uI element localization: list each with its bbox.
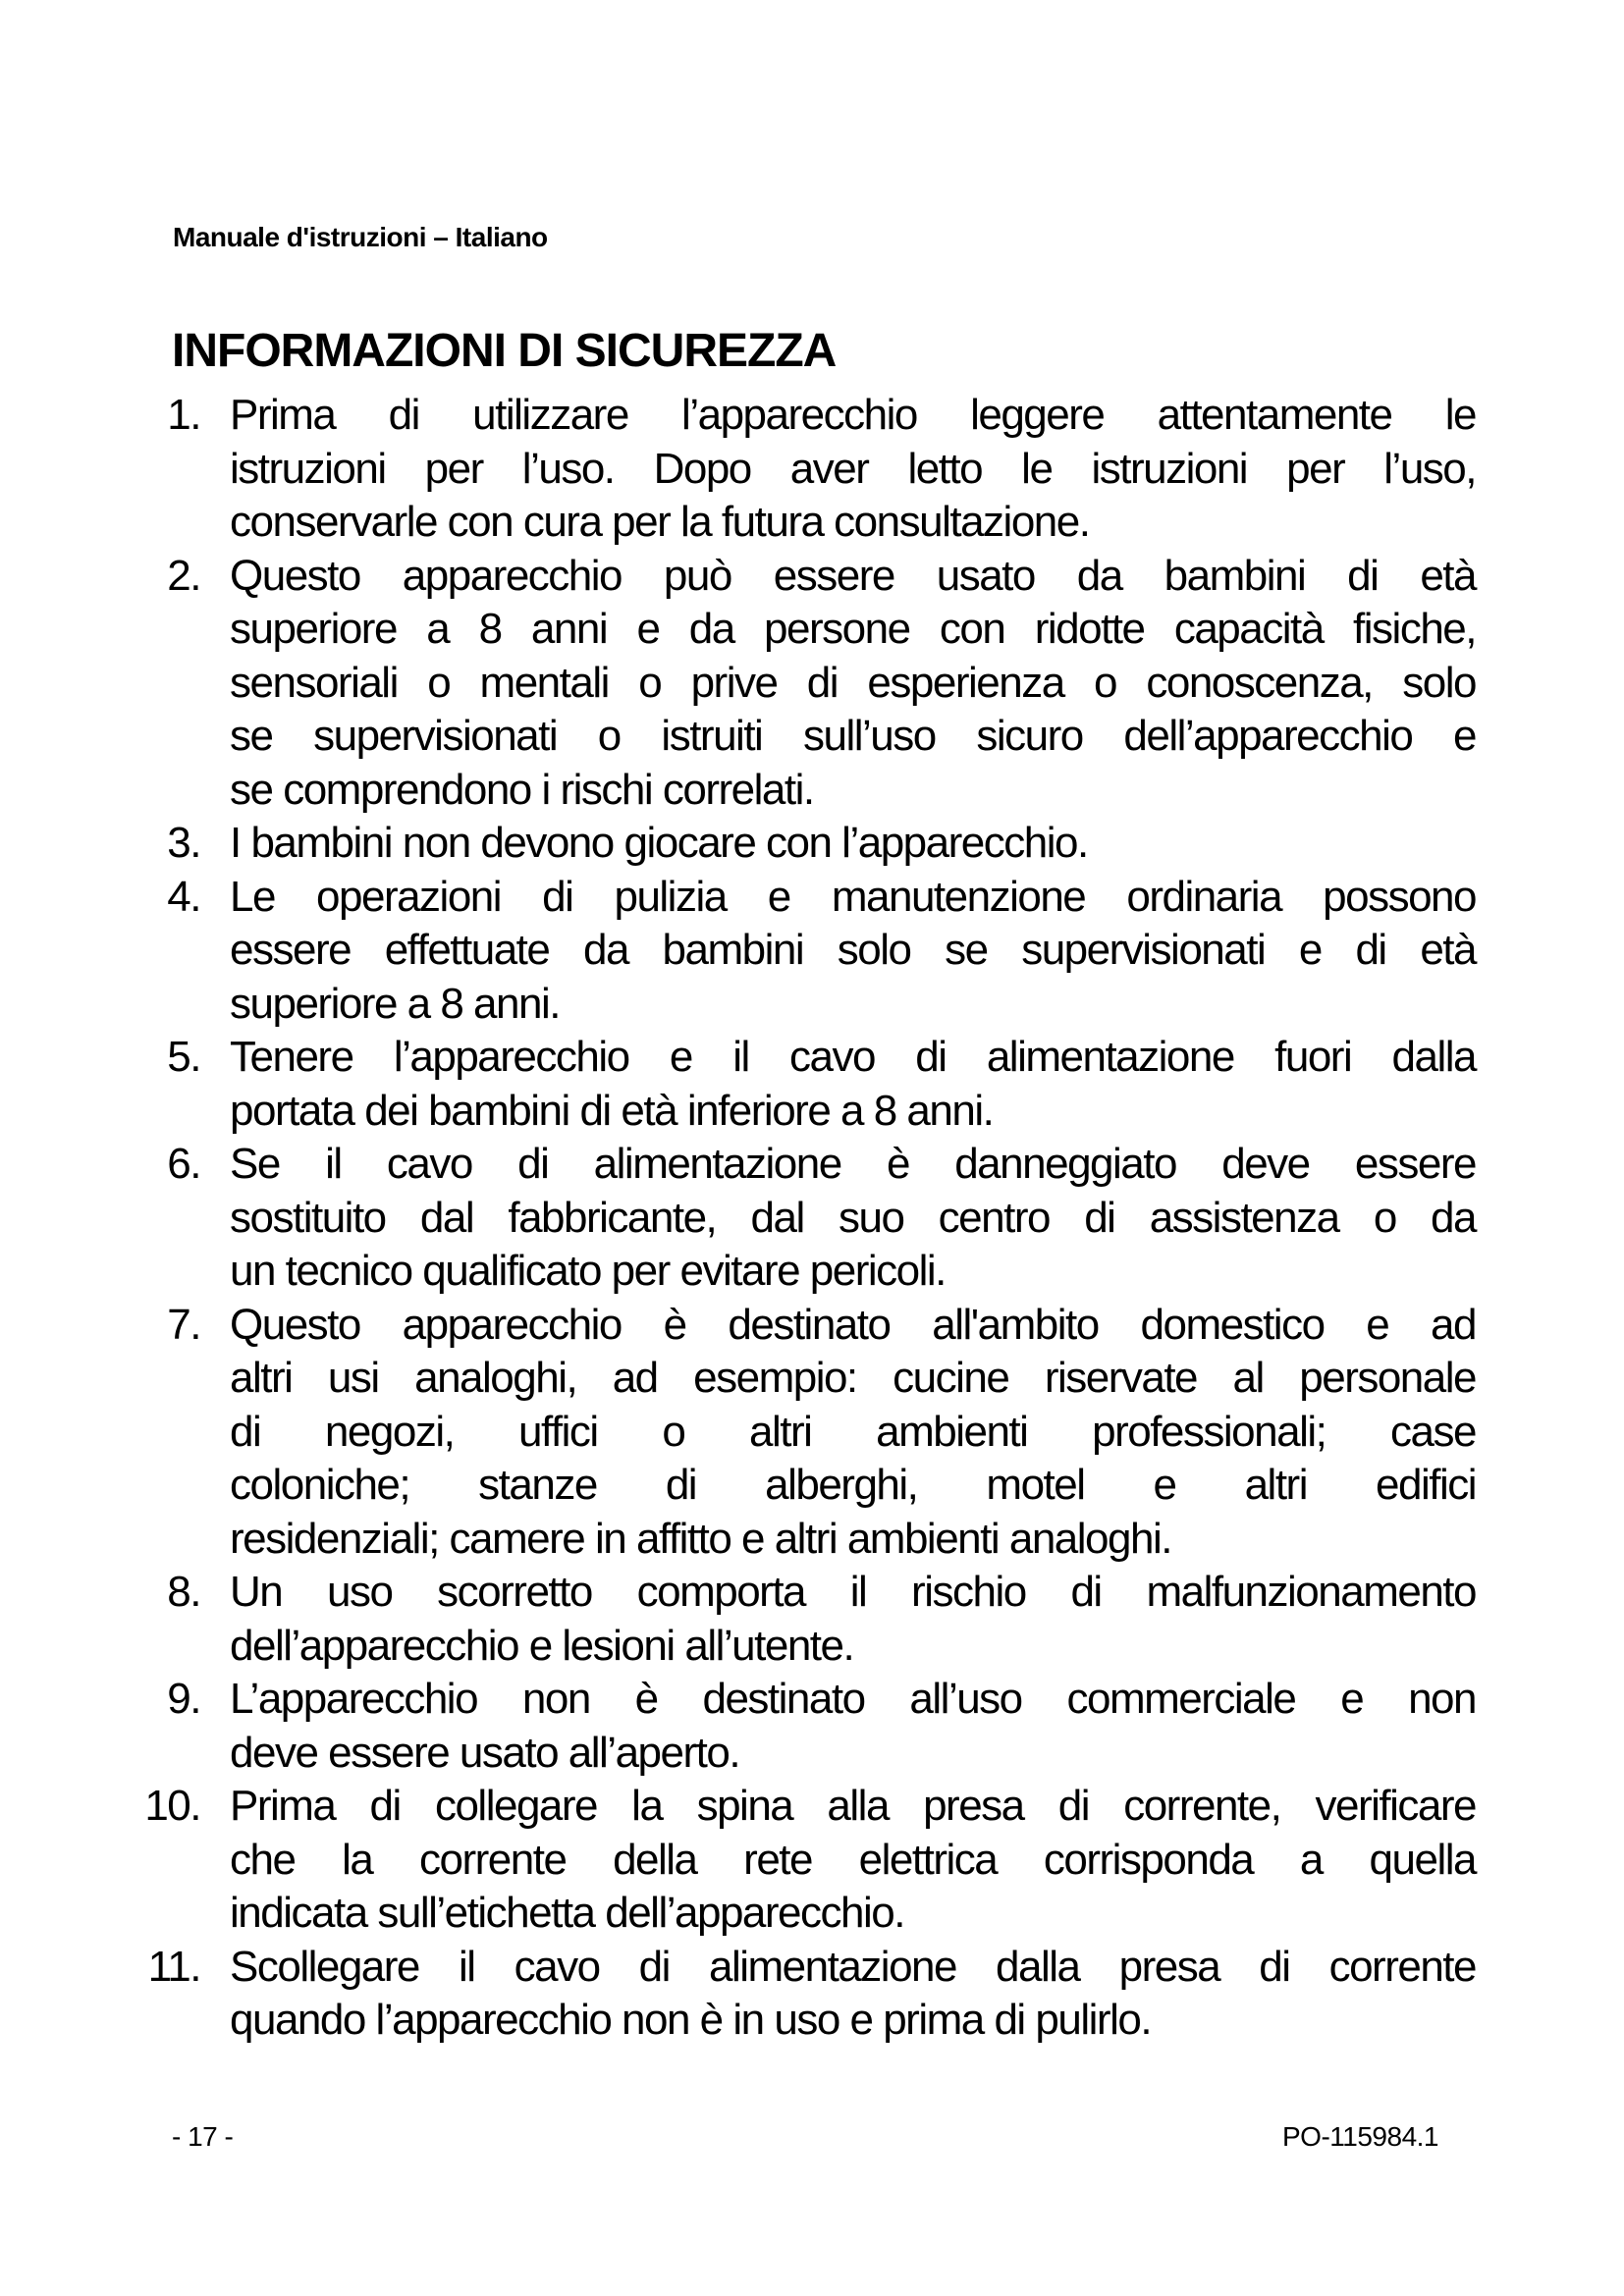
text-line: di negozi, uffici o altri ambienti professionali; case (230, 1407, 1476, 1456)
list-item-number: 8. (167, 1568, 200, 1616)
list-item (154, 1673, 1476, 1780)
text-line: sensoriali o mentali o prive di esperienza o conoscenza, solo (230, 658, 1476, 707)
list-item-number: 10. (144, 1782, 200, 1830)
list-item-text (230, 1299, 1476, 1567)
text-line: quando l’apparecchio non è in uso e prima di pulirlo. (230, 1996, 1152, 2044)
list-item-text (230, 389, 1476, 550)
list-item-text (230, 1673, 1476, 1780)
list-item-text (230, 550, 1476, 818)
text-line: dell’apparecchio e lesioni all’utente. (230, 1621, 854, 1670)
text-line: residenziali; camere in affitto e altri ambienti analoghi. (230, 1514, 1171, 1563)
list-item (154, 1299, 1476, 1567)
text-line: Un uso scorretto comporta il rischio di malfunzionamento (230, 1568, 1476, 1616)
list-item (154, 817, 1476, 871)
text-line: Prima di collegare la spina alla presa di corrente, verificare (230, 1782, 1476, 1830)
text-line: superiore a 8 anni e da persone con ridotte capacità fisiche, (230, 605, 1476, 653)
list-item (154, 1031, 1476, 1138)
list-item (154, 1566, 1476, 1673)
text-line: sostituito dal fabbricante, dal suo centro di assistenza o da (230, 1193, 1476, 1242)
section-title: INFORMAZIONI DI SICUREZZA (172, 325, 837, 377)
text-line: Prima di utilizzare l’apparecchio leggere attentamente le (230, 391, 1476, 439)
text-line: che la corrente della rete elettrica corrisponda a quella (230, 1835, 1476, 1884)
list-item (144, 1780, 1476, 1941)
list-item-text (230, 1941, 1476, 2048)
text-line: L’apparecchio non è destinato all’uso commerciale e non (230, 1675, 1476, 1723)
document-code: PO-115984.1 (1282, 2121, 1438, 2152)
list-item-text (230, 871, 1476, 1032)
safety-section (144, 322, 1476, 2048)
text-line: conservarle con cura per la futura consultazione. (230, 498, 1090, 546)
document-header: Manuale d'istruzioni – Italiano (173, 222, 548, 252)
text-line: istruzioni per l’uso. Dopo aver letto le istruzioni per l’uso, (230, 444, 1476, 493)
text-line: Questo apparecchio può essere usato da bambini di età (230, 551, 1476, 600)
safety-instructions-list (144, 389, 1476, 2048)
list-item (154, 1138, 1476, 1299)
text-line: se supervisionati o istruiti sull’uso sicuro dell’apparecchio e (230, 712, 1476, 760)
page-number: - 17 - (172, 2121, 234, 2152)
list-item (147, 1941, 1476, 2048)
list-item-number: 3. (167, 819, 200, 867)
list-item-text (230, 1780, 1476, 1941)
text-line: Se il cavo di alimentazione è danneggiato deve essere (230, 1140, 1476, 1188)
list-item-number: 6. (167, 1140, 200, 1188)
text-line: altri usi analoghi, ad esempio: cucine riservate al personale (230, 1354, 1476, 1402)
text-line: Le operazioni di pulizia e manutenzione ordinaria possono (230, 872, 1476, 921)
text-line: deve essere usato all’aperto. (230, 1728, 740, 1777)
text-line: superiore a 8 anni. (230, 979, 560, 1028)
list-item-number: 5. (167, 1033, 200, 1081)
text-line: Questo apparecchio è destinato all'ambito domestico e ad (230, 1300, 1476, 1349)
text-line: portata dei bambini di età inferiore a 8 anni. (230, 1086, 994, 1135)
list-item-number: 1. (167, 391, 200, 439)
list-item-text (230, 1566, 1476, 1673)
text-line: indicata sull’etichetta dell’apparecchio. (230, 1889, 904, 1937)
list-item-text (230, 1138, 1476, 1299)
text-line: Scollegare il cavo di alimentazione dalla presa di corrente (230, 1942, 1476, 1991)
list-item-number: 11. (147, 1942, 200, 1991)
list-item (154, 871, 1476, 1032)
list-item-text (230, 817, 1476, 871)
list-item-number: 2. (167, 551, 200, 600)
list-item (154, 389, 1476, 550)
list-item (154, 550, 1476, 818)
text-line: se comprendono i rischi correlati. (230, 765, 814, 814)
text-line: I bambini non devono giocare con l’apparecchio. (230, 819, 1088, 867)
list-item-number: 4. (167, 872, 200, 921)
text-line: un tecnico qualificato per evitare pericoli. (230, 1247, 946, 1295)
list-item-text (230, 1031, 1476, 1138)
list-item-number: 7. (167, 1300, 200, 1349)
text-line: essere effettuate da bambini solo se supervisionati e di età (230, 926, 1476, 974)
text-line: coloniche; stanze di alberghi, motel e altri edifici (230, 1461, 1476, 1509)
list-item-number: 9. (167, 1675, 200, 1723)
text-line: Tenere l’apparecchio e il cavo di alimentazione fuori dalla (230, 1033, 1476, 1081)
